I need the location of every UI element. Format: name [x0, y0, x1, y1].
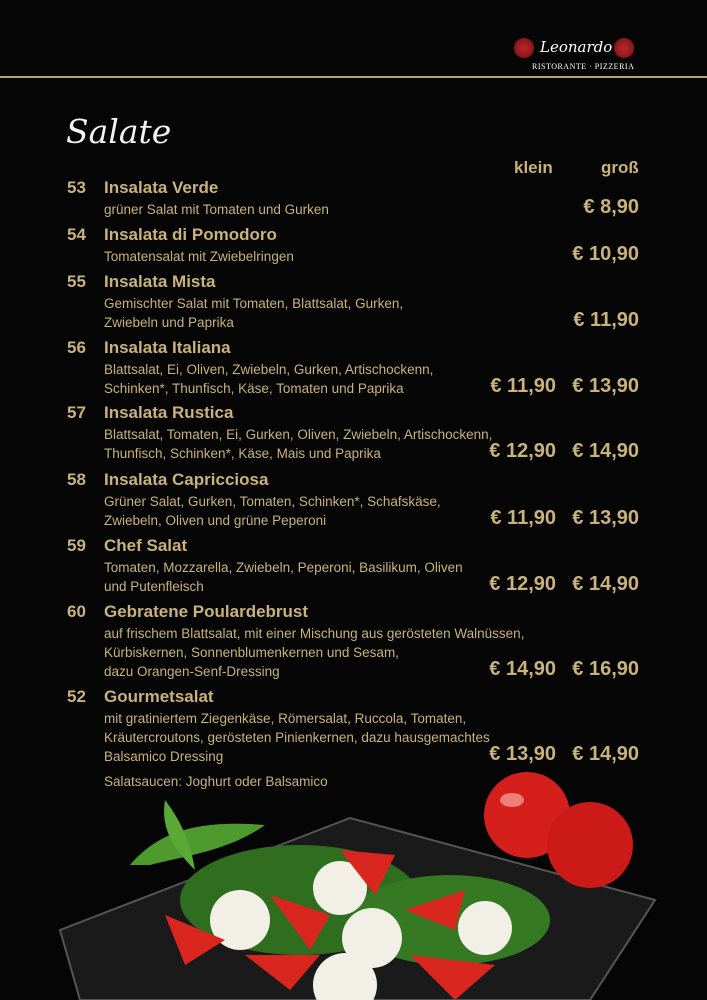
- item-number: 52: [67, 687, 86, 706]
- price-small: € 13,90: [489, 743, 556, 765]
- item-description: Balsamico Dressing: [104, 749, 224, 764]
- item-description: grüner Salat mit Tomaten und Gurken: [104, 202, 329, 217]
- item-name: Insalata Italiana: [104, 338, 231, 357]
- price-large: € 13,90: [572, 375, 639, 397]
- item-description: Gemischter Salat mit Tomaten, Blattsalat, Gurken,: [104, 296, 404, 311]
- item-number: 55: [67, 272, 86, 291]
- item-number: 56: [67, 338, 86, 357]
- item-number: 53: [67, 178, 86, 197]
- price-small: € 11,90: [490, 375, 556, 397]
- sauce-note: Salatsaucen: Joghurt oder Balsamico: [104, 774, 328, 789]
- price-large: € 13,90: [572, 507, 639, 529]
- rose-icon: [514, 38, 534, 58]
- item-description: Blattsalat, Tomaten, Ei, Gurken, Oliven, Zwiebeln, Artischockenn,: [104, 427, 493, 442]
- rose-icon: [614, 38, 634, 58]
- price-small: € 12,90: [489, 440, 556, 462]
- item-description: Kräutercroutons, gerösteten Pinienkernen, dazu hausgemachtes: [104, 730, 490, 745]
- price-large: € 8,90: [583, 196, 639, 218]
- item-description: dazu Orangen-Senf-Dressing: [104, 664, 280, 679]
- item-description: Thunfisch, Schinken*, Käse, Mais und Paprika: [104, 446, 381, 461]
- price-large: € 10,90: [572, 243, 639, 265]
- logo-subtitle: RISTORANTE · PIZZERIA: [532, 62, 635, 71]
- price-large: € 14,90: [572, 573, 639, 595]
- price-small: € 14,90: [489, 658, 556, 680]
- item-name: Insalata di Pomodoro: [104, 225, 277, 244]
- logo-name: Leonardo: [540, 38, 613, 56]
- item-description: Zwiebeln und Paprika: [104, 315, 234, 330]
- item-description: Tomaten, Mozzarella, Zwiebeln, Peperoni, Basilikum, Oliven: [104, 560, 463, 575]
- item-description: und Putenfleisch: [104, 579, 204, 594]
- item-number: 59: [67, 536, 86, 555]
- item-description: Tomatensalat mit Zwiebelringen: [104, 249, 294, 264]
- item-name: Chef Salat: [104, 536, 188, 555]
- item-description: Kürbiskernen, Sonnenblumenkernen und Sesam,: [104, 645, 399, 660]
- page-title: Salate: [66, 112, 172, 151]
- item-number: 57: [67, 403, 86, 422]
- price-large: € 14,90: [572, 440, 639, 462]
- item-name: Insalata Rustica: [104, 403, 234, 422]
- item-name: Insalata Capricciosa: [104, 470, 269, 489]
- item-number: 54: [67, 225, 86, 244]
- restaurant-logo: [510, 34, 642, 80]
- price-small: € 12,90: [489, 573, 556, 595]
- item-number: 58: [67, 470, 86, 489]
- column-large: groß: [601, 158, 639, 177]
- item-number: 60: [67, 602, 86, 621]
- item-description: Blattsalat, Ei, Oliven, Zwiebeln, Gurken, Artischockenn,: [104, 362, 434, 377]
- price-large: € 16,90: [572, 658, 639, 680]
- item-description: mit gratiniertem Ziegenkäse, Römersalat, Ruccola, Tomaten,: [104, 711, 467, 726]
- item-name: Gebratene Poulardebrust: [104, 602, 309, 621]
- item-description: Zwiebeln, Oliven und grüne Peperoni: [104, 513, 327, 528]
- item-name: Insalata Mista: [104, 272, 216, 291]
- column-small: klein: [514, 158, 553, 177]
- item-description: Grüner Salat, Gurken, Tomaten, Schinken*, Schafskäse,: [104, 494, 441, 509]
- item-name: Insalata Verde: [104, 178, 219, 197]
- item-description: Schinken*, Thunfisch, Käse, Tomaten und Paprika: [104, 381, 404, 396]
- price-small: € 11,90: [490, 507, 556, 529]
- item-name: Gourmetsalat: [104, 687, 214, 706]
- price-large: € 11,90: [573, 309, 639, 331]
- item-description: auf frischem Blattsalat, mit einer Mischung aus gerösteten Walnüssen,: [104, 626, 525, 641]
- caprese-salad-image: [0, 770, 707, 1000]
- price-large: € 14,90: [572, 743, 639, 765]
